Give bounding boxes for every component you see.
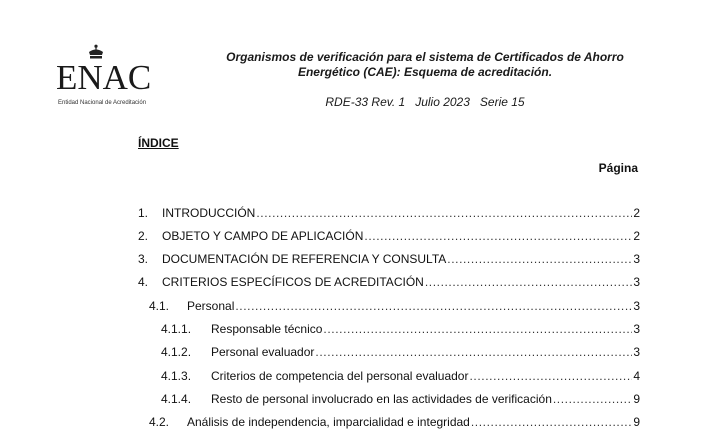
toc-text: CRITERIOS ESPECÍFICOS DE ACREDITACIÓN xyxy=(162,275,424,289)
toc-leader-dots xyxy=(471,415,632,429)
toc-text: Criterios de competencia del personal evaluador xyxy=(211,369,469,383)
toc-page-number: 9 xyxy=(633,415,640,429)
document-title xyxy=(215,50,635,80)
toc-leader-dots xyxy=(235,299,632,313)
toc-page-number: 9 xyxy=(633,392,640,406)
toc-entry-1[interactable] xyxy=(138,206,640,222)
toc-entry-4-1-4[interactable] xyxy=(161,392,640,408)
toc-entry-4-1[interactable] xyxy=(149,299,640,315)
toc-text: Personal evaluador xyxy=(211,345,315,359)
title-line-1: Organismos de verificación para el sistema de Certificados de Ahorro xyxy=(226,50,624,64)
logo-subtitle: Entidad Nacional de Acreditación xyxy=(58,100,147,106)
toc-text: Resto de personal involucrado en las actividades de verificación xyxy=(211,392,552,406)
toc-page-number: 3 xyxy=(633,275,640,289)
toc-entry-4-1-1[interactable] xyxy=(161,322,640,338)
toc-number: 4.1. xyxy=(149,299,170,313)
document-reference: RDE-33 Rev. 1 Julio 2023 Serie 15 xyxy=(325,95,525,109)
toc-number: 2. xyxy=(138,229,149,243)
toc-page-number: 3 xyxy=(633,345,640,359)
toc-number: 4.1.4. xyxy=(161,392,192,406)
toc-entry-3[interactable] xyxy=(138,252,640,268)
index-title: ÍNDICE xyxy=(138,136,179,150)
toc-number: 4.1.1. xyxy=(161,322,192,336)
enac-logo xyxy=(56,44,156,110)
toc-entry-4-1-2[interactable] xyxy=(161,345,640,361)
toc-leader-dots xyxy=(553,392,632,406)
toc-number: 4.1.3. xyxy=(161,369,192,383)
toc-text: INTRODUCCIÓN xyxy=(162,206,256,220)
page-column-label: Página xyxy=(598,161,638,175)
toc-entry-4-2[interactable] xyxy=(149,415,640,431)
toc-number: 1. xyxy=(138,206,149,220)
toc-text: OBJETO Y CAMPO DE APLICACIÓN xyxy=(162,229,364,243)
toc-number: 3. xyxy=(138,252,149,266)
toc-entry-4[interactable] xyxy=(138,275,640,291)
toc-text: Personal xyxy=(187,299,235,313)
toc-text: DOCUMENTACIÓN DE REFERENCIA Y CONSULTA xyxy=(162,252,447,266)
toc-leader-dots xyxy=(469,369,632,383)
toc-leader-dots xyxy=(364,229,632,243)
toc-page-number: 3 xyxy=(633,322,640,336)
toc-leader-dots xyxy=(447,252,632,266)
toc-page-number: 4 xyxy=(633,369,640,383)
toc-leader-dots xyxy=(425,275,632,289)
toc-text: Responsable técnico xyxy=(211,322,323,336)
toc-number: 4.2. xyxy=(149,415,170,429)
toc-leader-dots xyxy=(323,322,632,336)
toc-entry-4-1-3[interactable] xyxy=(161,369,640,385)
toc-page-number: 2 xyxy=(633,229,640,243)
toc-leader-dots xyxy=(315,345,632,359)
toc-number: 4. xyxy=(138,275,149,289)
toc-number: 4.1.2. xyxy=(161,345,192,359)
toc-leader-dots xyxy=(256,206,632,220)
toc-page-number: 2 xyxy=(633,206,640,220)
toc-page-number: 3 xyxy=(633,299,640,313)
toc-page-number: 3 xyxy=(633,252,640,266)
toc-text: Análisis de independencia, imparcialidad e integridad xyxy=(187,415,470,429)
toc-entry-2[interactable] xyxy=(138,229,640,245)
logo-text: ENAC xyxy=(56,58,152,97)
title-line-2: Energético (CAE): Esquema de acreditación. xyxy=(297,65,553,79)
